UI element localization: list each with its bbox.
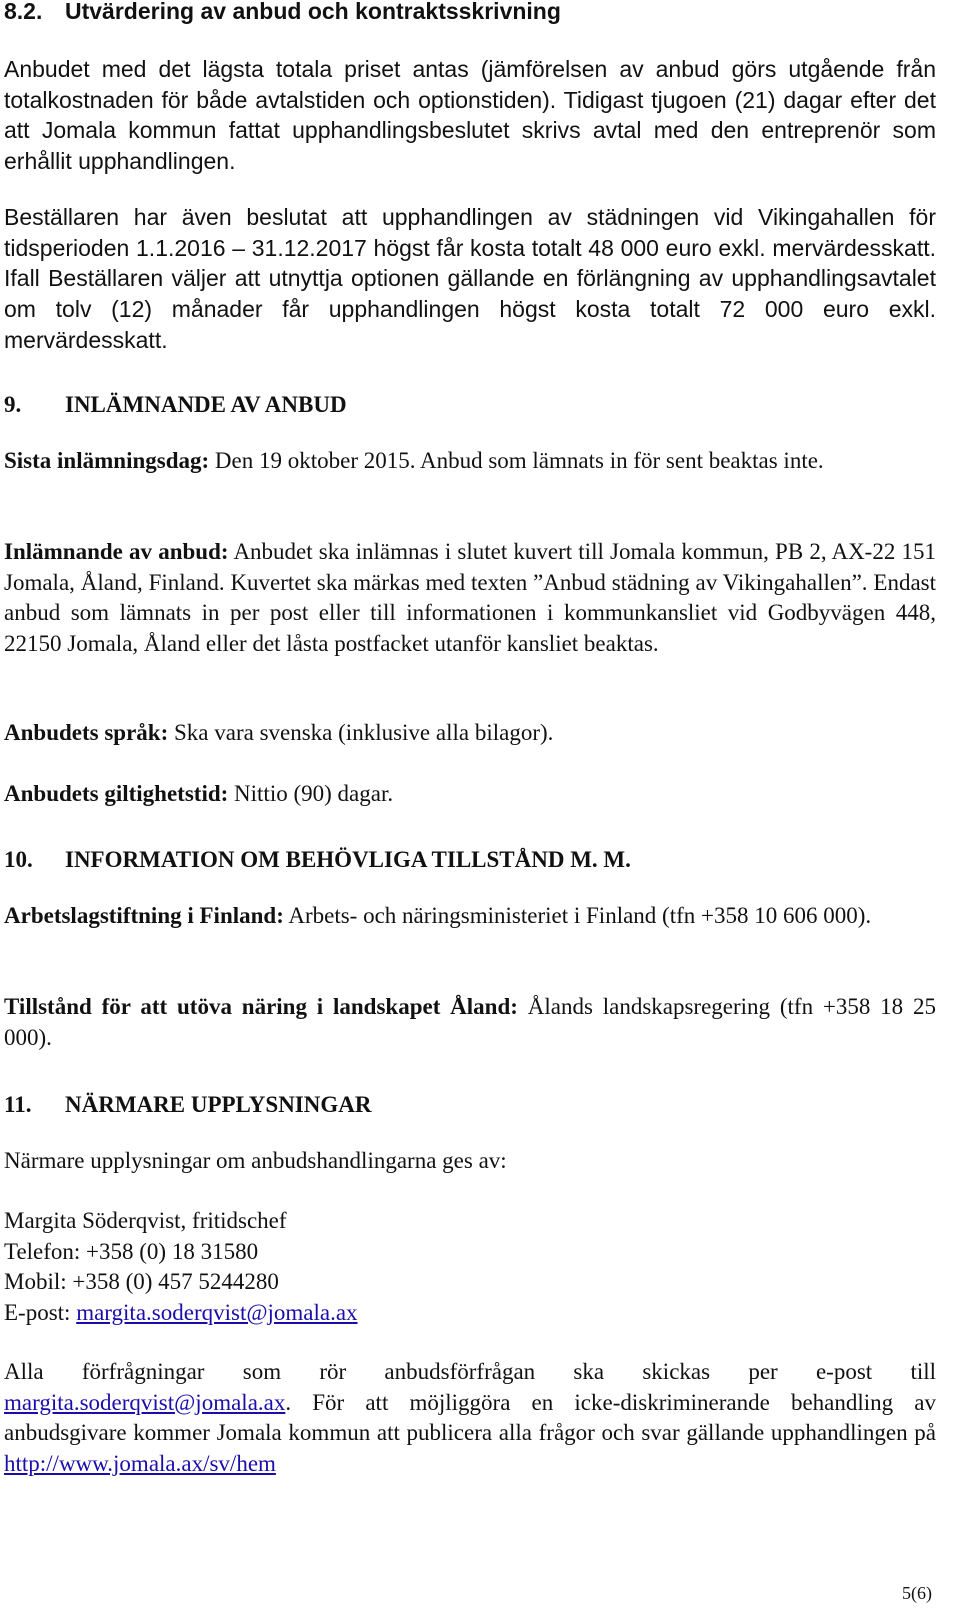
inquiries-text-middle: . För att möjliggöra en icke-diskriminerande behandling av anbudsgivare kommer Jomala kommun att publicera alla frågor och svar gällande upphandlingen på <box>4 1389 936 1446</box>
paragraph-validity <box>4 779 936 810</box>
deadline-text: Den 19 oktober 2015. Anbud som lämnats in för sent beaktas inte. <box>214 448 824 473</box>
section-number: 10. <box>4 847 33 872</box>
contact-name: Margita Söderqvist, fritidschef <box>4 1208 287 1233</box>
section-number: 11. <box>4 1092 32 1117</box>
paragraph-submission <box>4 537 936 660</box>
aland-permit-text: Ålands landskapsregering (tfn +358 18 25 000). <box>4 994 937 1050</box>
website-link[interactable]: http://www.jomala.ax/sv/hem <box>4 1451 276 1477</box>
paragraph-deadline <box>4 446 936 477</box>
section-8-2-heading <box>4 0 936 27</box>
inquiries-email-link[interactable]: margita.soderqvist@jomala.ax <box>4 1389 286 1415</box>
contact-email-link[interactable]: margita.soderqvist@jomala.ax <box>76 1300 358 1326</box>
paragraph-labour-law <box>4 901 936 932</box>
paragraph-aland-permit <box>4 992 936 1053</box>
contact-email-line <box>4 1298 936 1329</box>
labour-law-text: Arbets- och näringsministeriet i Finland (tfn +358 10 606 000). <box>288 903 872 928</box>
section-11-heading <box>4 1090 936 1121</box>
contact-block <box>4 1206 936 1329</box>
paragraph-price-evaluation: Anbudet med det lägsta totala priset antas (jämförelsen av anbud görs utgående från totalkostnaden för både avtalstiden och optionstiden). Tidigast tjugoen (21) dagar efter det att Jomala kommun fattat upphandlingsbeslutet skrivs avtal med den entreprenör som erhållit upphandlingen. <box>4 56 936 175</box>
submission-label: Inlämnande av anbud: <box>4 539 229 564</box>
section-title: INFORMATION OM BEHÖVLIGA TILLSTÅND M. M. <box>65 847 631 872</box>
paragraph-language <box>4 718 936 749</box>
language-label: Anbudets språk: <box>4 720 169 745</box>
section-number: 9. <box>4 392 22 417</box>
section-9-heading <box>4 390 936 421</box>
contact-phone: Telefon: +358 (0) 18 31580 <box>4 1238 259 1264</box>
inquiries-text-start: Alla förfrågningar som rör anbudsförfrågan ska skickas per e-post till <box>4 1359 936 1384</box>
section-title: INLÄMNANDE AV ANBUD <box>65 392 347 417</box>
section-number: 8.2. <box>4 0 43 24</box>
labour-law-label: Arbetslagstiftning i Finland: <box>4 903 284 928</box>
language-text: Ska vara svenska (inklusive alla bilagor). <box>174 720 554 745</box>
submission-text: Anbudet ska inlämnas i slutet kuvert till Jomala kommun, PB 2, AX-22 151 Jomala, Åland, Finland. Kuvertet ska märkas med texten ”Anbud städning av Vikingahallen”. Endast anbud som lämnats in per post eller till informationen i kommunkansliet vid Godbyvägen 448, 22150 Jomala, Åland eller det låsta postfacket utanför kansliet beaktas. <box>4 539 937 657</box>
page-number: 5(6) <box>902 1583 932 1603</box>
paragraph-budget-limit: Beställaren har även beslutat att upphandlingen av städningen vid Vikingahallen för tidsperioden 1.1.2016 – 31.12.2017 högst får kosta totalt 48 000 euro exkl. mervärdesskatt. Ifall Beställaren väljer att utnyttja optionen gällande en förlängning av upphandlingsavtalet om tolv (12) månader får upphandlingen högst kosta totalt 72 000 euro exkl. mervärdesskatt. <box>4 204 936 353</box>
paragraph-contact-intro: Närmare upplysningar om anbudshandlingarna ges av: <box>4 1148 507 1173</box>
deadline-label: Sista inlämningsdag: <box>4 448 210 473</box>
aland-permit-label: Tillstånd för att utöva näring i landskapet Åland: <box>4 994 518 1019</box>
section-title: Utvärdering av anbud och kontraktsskrivning <box>65 0 561 24</box>
paragraph-inquiries <box>4 1357 936 1480</box>
contact-mobile: Mobil: +358 (0) 457 5244280 <box>4 1269 279 1295</box>
section-10-heading <box>4 845 936 876</box>
validity-label: Anbudets giltighetstid: <box>4 781 229 806</box>
email-label: E-post: <box>4 1300 71 1326</box>
validity-text: Nittio (90) dagar. <box>234 781 394 806</box>
section-title: NÄRMARE UPPLYSNINGAR <box>65 1092 372 1117</box>
